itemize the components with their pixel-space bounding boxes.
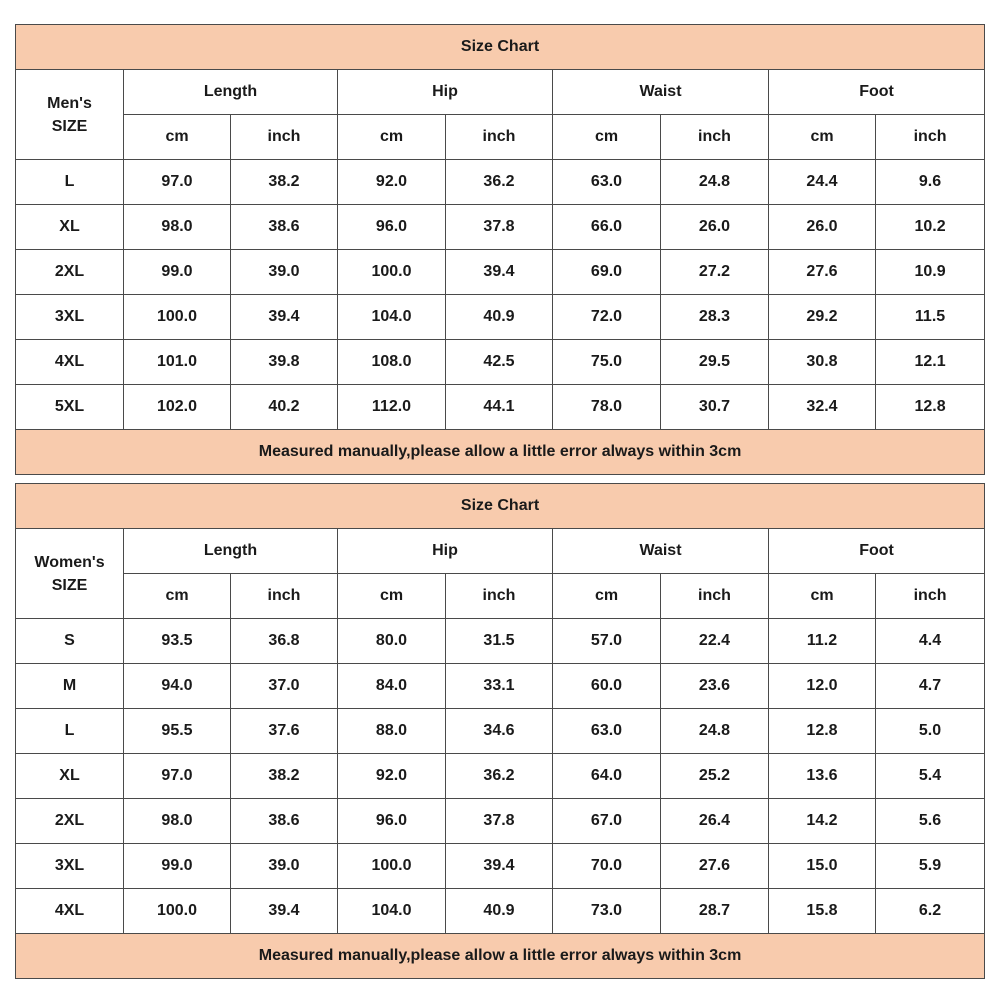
measurement-cell: 67.0: [553, 799, 661, 844]
measurement-cell: 6.2: [876, 889, 985, 934]
measurement-cell: 36.2: [446, 754, 553, 799]
measurement-cell: 10.2: [876, 205, 985, 250]
size-column-header: [16, 529, 124, 619]
measurement-cell: 63.0: [553, 160, 661, 205]
chart-footer-row: [16, 934, 985, 979]
group-header-waist: Waist: [553, 529, 769, 574]
measurement-cell: 63.0: [553, 709, 661, 754]
measurement-cell: 5.0: [876, 709, 985, 754]
measurement-cell: 112.0: [338, 385, 446, 430]
measurement-cell: 5.9: [876, 844, 985, 889]
measurement-cell: 39.4: [446, 250, 553, 295]
unit-header: inch: [231, 115, 338, 160]
table-row: [16, 799, 985, 844]
group-header-foot: Foot: [769, 70, 985, 115]
chart-title: Size Chart: [16, 484, 985, 529]
measurement-cell: 40.9: [446, 889, 553, 934]
measurement-cell: 4.7: [876, 664, 985, 709]
measurement-cell: 40.2: [231, 385, 338, 430]
measurement-cell: 72.0: [553, 295, 661, 340]
measurement-cell: 84.0: [338, 664, 446, 709]
size-label-cell: XL: [16, 754, 124, 799]
unit-header-row: [16, 574, 985, 619]
measurement-cell: 15.8: [769, 889, 876, 934]
measurement-cell: 9.6: [876, 160, 985, 205]
measurement-cell: 5.4: [876, 754, 985, 799]
size-column-header: [16, 70, 124, 160]
group-header-waist: Waist: [553, 70, 769, 115]
table-row: [16, 754, 985, 799]
measurement-cell: 39.4: [231, 889, 338, 934]
measurement-cell: 29.2: [769, 295, 876, 340]
measurement-cell: 39.0: [231, 250, 338, 295]
womens-data-rows: [16, 619, 985, 934]
measurement-cell: 37.8: [446, 799, 553, 844]
measurement-cell: 26.0: [661, 205, 769, 250]
measurement-cell: 100.0: [338, 844, 446, 889]
chart-title-row: [16, 25, 985, 70]
group-header-length: Length: [124, 529, 338, 574]
unit-header-row: [16, 115, 985, 160]
measurement-cell: 13.6: [769, 754, 876, 799]
measurement-cell: 37.8: [446, 205, 553, 250]
measurement-cell: 95.5: [124, 709, 231, 754]
measurement-cell: 10.9: [876, 250, 985, 295]
measurement-cell: 39.8: [231, 340, 338, 385]
measurement-cell: 39.4: [446, 844, 553, 889]
measurement-cell: 88.0: [338, 709, 446, 754]
chart-title-row: [16, 484, 985, 529]
womens-chart-body: [16, 484, 985, 619]
measurement-cell: 97.0: [124, 160, 231, 205]
chart-footer-note: Measured manually,please allow a little error always within 3cm: [16, 934, 985, 979]
size-label-cell: 4XL: [16, 340, 124, 385]
table-row: [16, 385, 985, 430]
womens-chart-foot: [16, 934, 985, 979]
size-label-cell: S: [16, 619, 124, 664]
measurement-cell: 26.0: [769, 205, 876, 250]
table-row: [16, 844, 985, 889]
measurement-cell: 32.4: [769, 385, 876, 430]
measurement-cell: 38.2: [231, 160, 338, 205]
measurement-cell: 39.0: [231, 844, 338, 889]
size-header-line2: SIZE: [51, 117, 88, 135]
size-label-cell: L: [16, 160, 124, 205]
group-header-hip: Hip: [338, 70, 553, 115]
measurement-cell: 11.5: [876, 295, 985, 340]
table-row: [16, 295, 985, 340]
unit-header: cm: [124, 574, 231, 619]
unit-header: cm: [769, 574, 876, 619]
measurement-cell: 29.5: [661, 340, 769, 385]
size-label-cell: 5XL: [16, 385, 124, 430]
measurement-cell: 60.0: [553, 664, 661, 709]
measurement-cell: 98.0: [124, 799, 231, 844]
measurement-cell: 4.4: [876, 619, 985, 664]
unit-header: cm: [338, 115, 446, 160]
measurement-cell: 108.0: [338, 340, 446, 385]
measurement-cell: 37.0: [231, 664, 338, 709]
unit-header: cm: [769, 115, 876, 160]
unit-header: inch: [876, 574, 985, 619]
unit-header: cm: [553, 574, 661, 619]
measurement-cell: 33.1: [446, 664, 553, 709]
measurement-cell: 69.0: [553, 250, 661, 295]
measurement-cell: 27.2: [661, 250, 769, 295]
unit-header: inch: [876, 115, 985, 160]
measurement-cell: 99.0: [124, 844, 231, 889]
measurement-cell: 57.0: [553, 619, 661, 664]
size-label-cell: 2XL: [16, 250, 124, 295]
measurement-cell: 92.0: [338, 754, 446, 799]
measurement-cell: 24.8: [661, 160, 769, 205]
measurement-cell: 94.0: [124, 664, 231, 709]
measurement-cell: 100.0: [124, 295, 231, 340]
measurement-cell: 66.0: [553, 205, 661, 250]
measurement-cell: 100.0: [124, 889, 231, 934]
measurement-cell: 12.1: [876, 340, 985, 385]
measurement-cell: 92.0: [338, 160, 446, 205]
table-row: [16, 340, 985, 385]
measurement-cell: 11.2: [769, 619, 876, 664]
measurement-cell: 31.5: [446, 619, 553, 664]
mens-chart-body: [16, 25, 985, 160]
measurement-cell: 75.0: [553, 340, 661, 385]
size-header-line1: Women's: [34, 553, 105, 571]
measurement-cell: 27.6: [661, 844, 769, 889]
measurement-cell: 44.1: [446, 385, 553, 430]
measurement-cell: 101.0: [124, 340, 231, 385]
measurement-cell: 96.0: [338, 205, 446, 250]
group-header-foot: Foot: [769, 529, 985, 574]
measurement-cell: 102.0: [124, 385, 231, 430]
measurement-cell: 12.8: [876, 385, 985, 430]
group-header-hip: Hip: [338, 529, 553, 574]
measurement-cell: 38.6: [231, 799, 338, 844]
measurement-cell: 104.0: [338, 889, 446, 934]
size-label-cell: M: [16, 664, 124, 709]
table-row: [16, 160, 985, 205]
size-label-cell: 2XL: [16, 799, 124, 844]
measurement-cell: 28.7: [661, 889, 769, 934]
unit-header: cm: [124, 115, 231, 160]
table-row: [16, 205, 985, 250]
measurement-cell: 99.0: [124, 250, 231, 295]
group-header-row: [16, 529, 985, 574]
measurement-cell: 40.9: [446, 295, 553, 340]
measurement-cell: 38.6: [231, 205, 338, 250]
unit-header: cm: [553, 115, 661, 160]
size-header-line1: Men's: [47, 94, 92, 112]
measurement-cell: 39.4: [231, 295, 338, 340]
measurement-cell: 25.2: [661, 754, 769, 799]
unit-header: cm: [338, 574, 446, 619]
measurement-cell: 23.6: [661, 664, 769, 709]
measurement-cell: 104.0: [338, 295, 446, 340]
measurement-cell: 24.4: [769, 160, 876, 205]
womens-size-chart: [15, 483, 985, 979]
group-header-length: Length: [124, 70, 338, 115]
measurement-cell: 98.0: [124, 205, 231, 250]
measurement-cell: 36.2: [446, 160, 553, 205]
measurement-cell: 36.8: [231, 619, 338, 664]
unit-header: inch: [446, 574, 553, 619]
mens-size-chart: [15, 24, 985, 475]
mens-data-rows: [16, 160, 985, 430]
mens-chart-foot: [16, 430, 985, 475]
measurement-cell: 64.0: [553, 754, 661, 799]
measurement-cell: 30.8: [769, 340, 876, 385]
unit-header: inch: [661, 115, 769, 160]
size-label-cell: XL: [16, 205, 124, 250]
table-row: [16, 664, 985, 709]
measurement-cell: 28.3: [661, 295, 769, 340]
size-label-cell: 3XL: [16, 844, 124, 889]
chart-footer-row: [16, 430, 985, 475]
unit-header: inch: [446, 115, 553, 160]
measurement-cell: 15.0: [769, 844, 876, 889]
measurement-cell: 96.0: [338, 799, 446, 844]
measurement-cell: 22.4: [661, 619, 769, 664]
measurement-cell: 97.0: [124, 754, 231, 799]
unit-header: inch: [231, 574, 338, 619]
measurement-cell: 5.6: [876, 799, 985, 844]
measurement-cell: 73.0: [553, 889, 661, 934]
measurement-cell: 12.0: [769, 664, 876, 709]
measurement-cell: 80.0: [338, 619, 446, 664]
unit-header: inch: [661, 574, 769, 619]
table-row: [16, 889, 985, 934]
measurement-cell: 27.6: [769, 250, 876, 295]
table-row: [16, 709, 985, 754]
table-row: [16, 619, 985, 664]
measurement-cell: 30.7: [661, 385, 769, 430]
measurement-cell: 37.6: [231, 709, 338, 754]
measurement-cell: 26.4: [661, 799, 769, 844]
measurement-cell: 42.5: [446, 340, 553, 385]
table-row: [16, 250, 985, 295]
measurement-cell: 24.8: [661, 709, 769, 754]
size-header-line2: SIZE: [51, 576, 88, 594]
measurement-cell: 93.5: [124, 619, 231, 664]
chart-footer-note: Measured manually,please allow a little error always within 3cm: [16, 430, 985, 475]
size-label-cell: L: [16, 709, 124, 754]
measurement-cell: 14.2: [769, 799, 876, 844]
measurement-cell: 70.0: [553, 844, 661, 889]
measurement-cell: 12.8: [769, 709, 876, 754]
measurement-cell: 34.6: [446, 709, 553, 754]
size-label-cell: 4XL: [16, 889, 124, 934]
measurement-cell: 38.2: [231, 754, 338, 799]
measurement-cell: 100.0: [338, 250, 446, 295]
group-header-row: [16, 70, 985, 115]
chart-title: Size Chart: [16, 25, 985, 70]
measurement-cell: 78.0: [553, 385, 661, 430]
size-label-cell: 3XL: [16, 295, 124, 340]
